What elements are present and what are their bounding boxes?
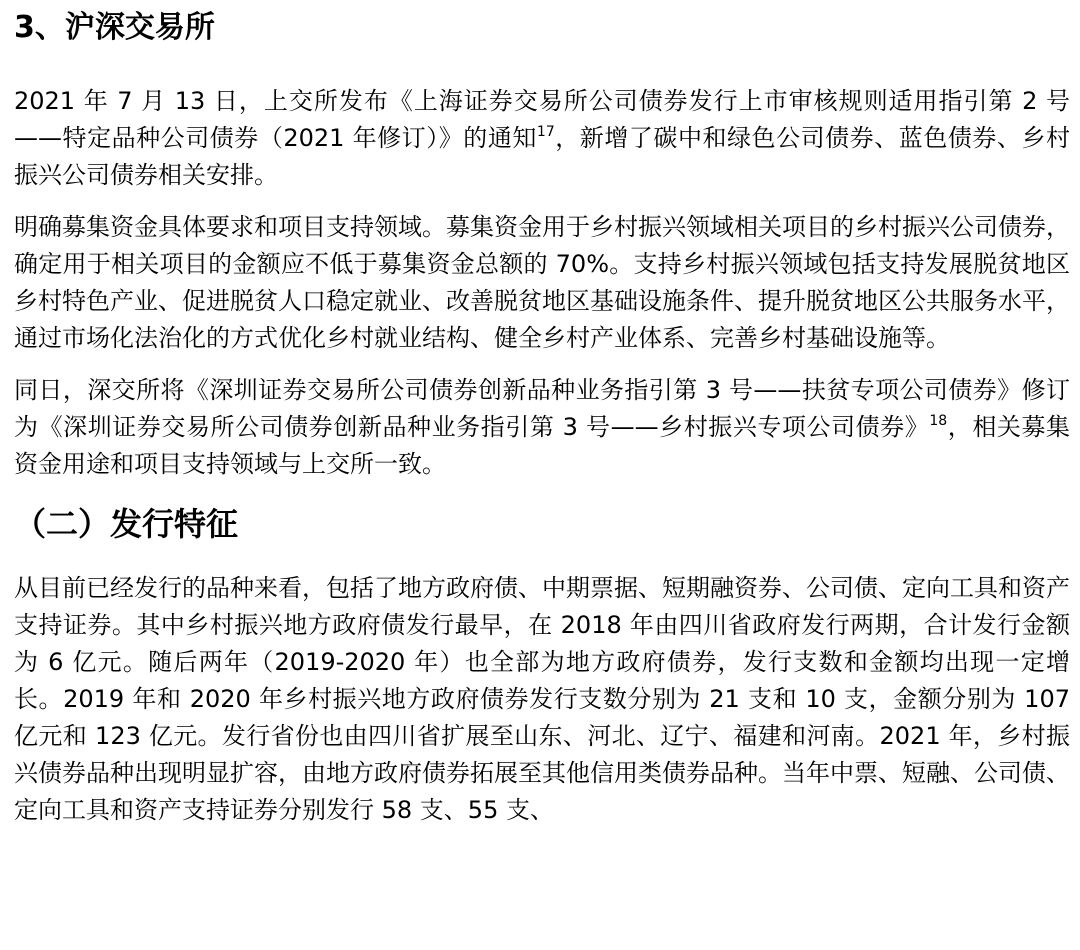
footnote-ref-17: 17 — [536, 124, 555, 140]
paragraph-text: ，新增了碳中和绿色公司债券、蓝色债券、乡村振兴公司债券相关安排。 — [14, 124, 1070, 189]
paragraph-sse-guideline — [14, 83, 1070, 194]
paragraph-fund-requirements: 明确募集资金具体要求和项目支持领域。募集资金用于乡村振兴领域相关项目的乡村振兴公司债券，确定用于相关项目的金额应不低于募集资金总额的 70%。支持乡村振兴领域包括支持发展脱贫地区乡村特色产业、促进脱贫人口稳定就业、改善脱贫地区基础设施条件、提升脱贫地区公共服务水平，通过市场化法治化的方式优化乡村就业结构、健全乡村产业体系、完善乡村基础设施等。 — [14, 213, 1070, 352]
paragraph-szse-guideline — [14, 372, 1070, 483]
document-page — [14, 0, 1070, 829]
paragraph-text: 同日，深交所将《深圳证券交易所公司债券创新品种业务指引第 3 号——扶贫专项公司债券》修订为《深圳证券交易所公司债券创新品种业务指引第 3 号——乡村振兴专项公司债券》 — [14, 376, 1070, 441]
footnote-ref-18: 18 — [929, 413, 948, 429]
chapter-heading: （二）发行特征 — [14, 505, 239, 543]
paragraph-text: ，相关募集资金用途和项目支持领域与上交所一致。 — [14, 413, 1071, 478]
paragraph-issuance-features: 从目前已经发行的品种来看，包括了地方政府债、中期票据、短期融资券、公司债、定向工具和资产支持证券。其中乡村振兴地方政府债发行最早，在 2018 年由四川省政府发行两期，合计发行金额为 6 亿元。随后两年（2019-2020 年）也全部为地方政府债券，发行支数和金额均出现一定增长。2019 年和 2020 年乡村振兴地方政府债券发行支数分别为 21 支和 10 支，金额分别为 107 亿元和 123 亿元。发行省份也由四川省扩展至山东、河北、辽宁、福建和河南。2021 年，乡村振兴债券品种出现明显扩容，由地方政府债券拓展至其他信用类债券品种。当年中票、短融、公司债、定向工具和资产支持证券分别发行 58 支、55 支、 — [14, 574, 1070, 824]
section-heading: 3、沪深交易所 — [14, 10, 215, 45]
paragraph-text: 2021 年 7 月 13 日，上交所发布《上海证券交易所公司债券发行上市审核规则适用指引第 2 号——特定品种公司债券（2021 年修订）》的通知 — [14, 87, 1070, 152]
